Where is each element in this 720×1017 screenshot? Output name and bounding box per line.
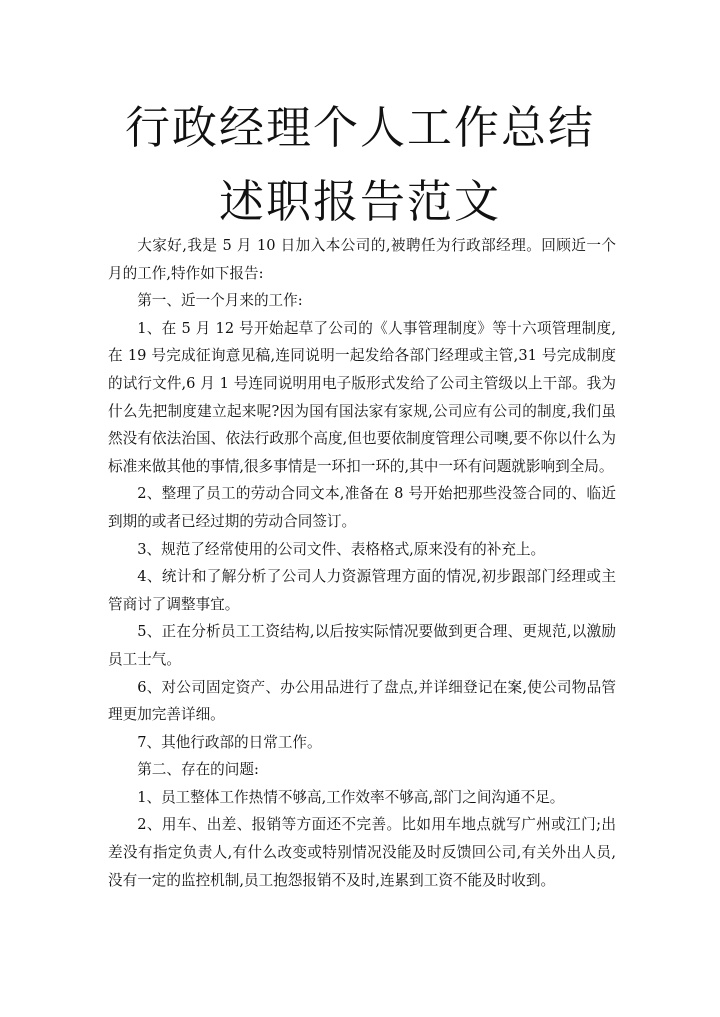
paragraph: 2、用车、出差、报销等方面还不完善。比如用车地点就写广州或江门;出差没有指定负责人,有什么改变或特别情况没能及时反馈回公司,有关外出人员,没有一定的监控机制,员工抱怨报销不及时,连累到工资不能及时收到。 bbox=[108, 816, 616, 889]
paragraph-intro: 大家好,我是 5 月 10 日加入本公司的,被聘任为行政部经理。回顾近一个月的工作,特作如下报告: bbox=[108, 237, 616, 282]
paragraph: 1、员工整体工作热情不够高,工作效率不够高,部门之间沟通不足。 bbox=[137, 788, 565, 806]
paragraph: 6、对公司固定资产、办公用品进行了盘点,并详细登记在案,使公司物品管理更加完善详细。 bbox=[108, 678, 616, 724]
paragraph: 3、规范了经常使用的公司文件、表格格式,原来没有的补充上。 bbox=[137, 540, 546, 558]
paragraph: 2、整理了员工的劳动合同文本,准备在 8 号开始把那些没签合同的、临近到期的或者已经过期的劳动合同签订。 bbox=[108, 485, 616, 530]
paragraph: 1、在 5 月 12 号开始起草了公司的《人事管理制度》等十六项管理制度,在 19 号完成征询意见稿,连同说明一起发给各部门经理或主管,31 号完成制度的试行文件,6 月 1 号连同说明用电子版形式发给了公司主管级以上干部。我为什么先把制度建立起来呢?因为国有国法家有家规,公司应有公司的制度,我们虽然没有依法治国、依法行政那个高度,但也要依制度管理公司噢,要不你以什么为标准来做其他的事情,很多事情是一环扣一环的,其中一环有问题就影响到全局。 bbox=[108, 319, 616, 475]
section-heading-2: 第二、存在的问题: bbox=[137, 761, 259, 779]
paragraph: 7、其他行政部的日常工作。 bbox=[137, 733, 322, 751]
document-title-line-1: 行政经理个人工作总结 bbox=[124, 101, 595, 154]
paragraph: 4、统计和了解分析了公司人力资源管理方面的情况,初步跟部门经理或主管商讨了调整事宜。 bbox=[108, 568, 616, 613]
document-title-line-2: 述职报告范文 bbox=[218, 175, 501, 228]
paragraph: 5、正在分析员工工资结构,以后按实际情况要做到更合理、更规范,以激励员工士气。 bbox=[108, 623, 616, 668]
section-heading-1: 第一、近一个月来的工作: bbox=[137, 292, 303, 310]
document-body bbox=[108, 232, 616, 894]
